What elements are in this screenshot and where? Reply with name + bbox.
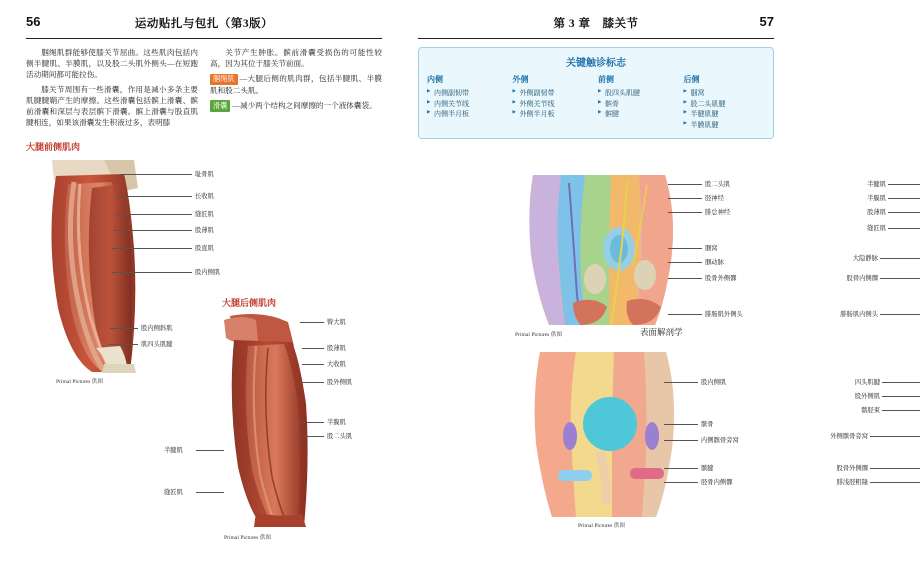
figure-3-label: 腓总神经 xyxy=(705,209,731,216)
leader-line xyxy=(880,258,920,259)
glossary-tag: 滑囊 xyxy=(210,100,230,111)
list-item: ▶ 股二头肌腱 xyxy=(684,99,766,110)
panel-list xyxy=(427,88,509,120)
panel-columns xyxy=(427,74,765,130)
figure-1-label: 股内侧肌 xyxy=(195,269,221,276)
figure-1-label: 股直肌 xyxy=(195,245,214,252)
posterior-knee-illustration xyxy=(515,175,690,325)
leader-line xyxy=(870,468,920,469)
key-palpation-panel xyxy=(418,47,774,139)
surface-anatomy-heading: 表面解剖学 xyxy=(640,327,683,337)
figure-3-source: Primal Pictures 供图 xyxy=(515,332,562,338)
panel-column-medial xyxy=(427,74,509,130)
figure-2-label: 半腱肌 xyxy=(164,447,183,454)
figure-2-label: 股外侧肌 xyxy=(327,379,353,386)
leader-line xyxy=(668,198,702,199)
figure-2-label: 股二头肌 xyxy=(327,433,353,440)
panel-list xyxy=(513,88,595,120)
figure-1-title: 大腿前侧肌肉 xyxy=(26,142,81,152)
list-item: ▶ 内侧副韧带 xyxy=(427,88,509,99)
figure-3-label: 股二头肌 xyxy=(705,181,731,188)
leader-line xyxy=(664,440,698,441)
leader-line xyxy=(110,328,138,329)
paragraph: 腘绳肌群能够使膝关节屈曲。这些肌肉包括内侧半腱肌、半膜肌，以及股二头肌外侧头—在短跑活动期间都可能拉伤。 xyxy=(26,48,198,79)
figure-1-label: 耻骨肌 xyxy=(195,171,214,178)
right-running-title: 第 3 章 膝关节 xyxy=(553,18,639,30)
figure-2-artwork xyxy=(222,312,332,527)
glossary-bursa xyxy=(210,100,382,112)
figure-2-label: 缝匠肌 xyxy=(164,489,183,496)
figure-1-label: 股内侧斜肌 xyxy=(141,325,173,332)
leader-line xyxy=(108,344,138,345)
right-head-rule xyxy=(418,38,774,39)
figure-2-label: 半膜肌 xyxy=(327,419,346,426)
figure-3-label: 半膜肌 xyxy=(867,195,886,202)
figure-4-label: 髂胫束 xyxy=(861,407,880,414)
figure-4-label: 髌骨 xyxy=(701,421,714,428)
leader-line xyxy=(880,314,920,315)
left-column-1 xyxy=(26,47,198,132)
figure-2-label: 股薄肌 xyxy=(327,345,346,352)
figure-1-label: 股薄肌 xyxy=(195,227,214,234)
list-item: ▶ 腘窝 xyxy=(684,88,766,99)
leader-line xyxy=(664,424,698,425)
figure-4-label: 股内侧肌 xyxy=(701,379,727,386)
leader-line xyxy=(668,184,702,185)
figure-3-label: 胫神经 xyxy=(705,195,724,202)
figure-3-label: 股骨外侧髁 xyxy=(705,275,737,282)
left-folio: 56 xyxy=(26,14,41,29)
leader-line xyxy=(870,436,920,437)
figure-3-label: 腓肠肌外侧头 xyxy=(705,311,743,318)
figure-2-source: Primal Pictures 供图 xyxy=(224,535,271,541)
right-page xyxy=(400,0,886,570)
leader-line xyxy=(880,278,920,279)
leader-line xyxy=(302,364,324,365)
leader-line xyxy=(664,482,698,483)
leader-line xyxy=(302,382,324,383)
panel-column-posterior xyxy=(684,74,766,130)
leader-line xyxy=(112,248,192,249)
figure-1-label: 长收肌 xyxy=(195,193,214,200)
leader-line xyxy=(664,468,698,469)
figure-4-label: 外侧髌骨旁窝 xyxy=(830,433,868,440)
list-item: ▶ 内侧半月板 xyxy=(427,109,509,120)
figure-2-title: 大腿后侧肌肉 xyxy=(222,298,277,308)
figure-3-label: 半腱肌 xyxy=(867,181,886,188)
paragraph: 膝关节周围有一些滑囊，作用是减小多条主要肌腱腱鞘产生的摩擦。这些滑囊包括髌上滑囊、髌前滑囊和深层与表层髌下滑囊。髌上滑囊与股直肌腱相连，如果该滑囊发生积液过多，表明膝 xyxy=(26,85,198,127)
figure-4-artwork xyxy=(518,352,688,517)
left-text-columns xyxy=(26,47,382,132)
leader-line xyxy=(668,262,702,263)
left-running-title: 运动贴扎与包扎（第3版） xyxy=(134,18,274,30)
figure-3-label: 腓肠肌内侧头 xyxy=(840,311,878,318)
figure-4-label: 股外侧肌 xyxy=(854,393,880,400)
list-item: ▶ 外侧副韧带 xyxy=(513,88,595,99)
glossary-hamstrings xyxy=(210,73,382,96)
leader-line xyxy=(664,382,698,383)
figure-3-label: 腘窝 xyxy=(705,245,718,252)
figure-3-label: 股骨内侧髁 xyxy=(846,275,878,282)
figure-4-label: 内侧髌骨旁窝 xyxy=(701,437,739,444)
leader-line xyxy=(888,184,920,185)
panel-heading: 内侧 xyxy=(427,75,443,84)
panel-list xyxy=(684,88,766,130)
paragraph: 关节产生肿胀。髌前滑囊受损伤的可能性较高，因为其位于膝关节前面。 xyxy=(210,48,382,68)
list-item: ▶ 内侧关节线 xyxy=(427,99,509,110)
glossary-text: —大腿后侧的肌肉群，包括半腱肌、半膜肌和股二头肌。 xyxy=(210,74,382,95)
leader-line xyxy=(300,322,324,323)
left-page xyxy=(0,0,400,570)
figure-4-label: 腓浅胫粗隆 xyxy=(836,479,868,486)
leader-line xyxy=(112,272,192,273)
panel-heading: 后侧 xyxy=(683,75,700,84)
list-item: ▶ 股四头肌腱 xyxy=(598,88,680,99)
figure-2-label: 臀大肌 xyxy=(327,319,346,326)
panel-heading: 前侧 xyxy=(598,75,614,84)
left-column-2 xyxy=(210,47,382,132)
figure-3-label: 缝匠肌 xyxy=(867,225,886,232)
leader-line xyxy=(300,422,324,423)
panel-title: 关键触诊标志 xyxy=(566,58,626,69)
list-item: ▶ 半腱肌腱 xyxy=(684,109,766,120)
leader-line xyxy=(302,348,324,349)
list-item: ▶ 髌腱 xyxy=(598,109,680,120)
panel-heading: 外侧 xyxy=(512,75,529,84)
list-item: ▶ 外侧半月板 xyxy=(513,109,595,120)
leader-line xyxy=(668,248,702,249)
posterior-thigh-illustration xyxy=(222,312,332,527)
leader-line xyxy=(888,198,920,199)
figure-3-label: 股薄肌 xyxy=(867,209,886,216)
list-item: ▶ 髌骨 xyxy=(598,99,680,110)
figure-posterior-thigh xyxy=(222,296,392,311)
figure-1-label: 肌四头肌腱 xyxy=(141,341,173,348)
figure-1-label: 缝匠肌 xyxy=(195,211,214,218)
left-running-head xyxy=(26,14,382,36)
right-running-head xyxy=(418,14,774,36)
list-item: ▶ 外侧关节线 xyxy=(513,99,595,110)
figure-1-source: Primal Pictures 供图 xyxy=(56,379,103,385)
figure-3-artwork xyxy=(515,175,690,325)
figure-2-label: 大收肌 xyxy=(327,361,346,368)
glossary-tag: 腘绳肌 xyxy=(210,74,238,85)
figure-3-label: 腘动脉 xyxy=(705,259,724,266)
figure-4-label: 股骨外侧髁 xyxy=(836,465,868,472)
glossary-text: —减少两个结构之间摩擦的一个液体囊袋。 xyxy=(232,100,377,110)
panel-column-anterior xyxy=(598,74,680,130)
leader-line xyxy=(118,196,192,197)
figure-4-label: 髌腱 xyxy=(701,465,714,472)
figure-anterior-thigh xyxy=(26,140,236,155)
left-head-rule xyxy=(26,38,382,39)
leader-line xyxy=(196,492,224,493)
figure-4-label: 四头肌腱 xyxy=(854,379,880,386)
figure-1-artwork xyxy=(34,158,154,373)
leader-line xyxy=(668,212,702,213)
leader-line xyxy=(882,396,920,397)
leader-line xyxy=(116,214,192,215)
leader-line xyxy=(300,436,324,437)
leader-line xyxy=(668,278,702,279)
panel-list xyxy=(598,88,680,120)
panel-column-lateral xyxy=(513,74,595,130)
leader-line xyxy=(196,450,224,451)
leader-line xyxy=(114,230,192,231)
leader-line xyxy=(888,228,920,229)
leader-line xyxy=(882,382,920,383)
leader-line xyxy=(870,482,920,483)
leader-line xyxy=(668,314,702,315)
knee-surface-anatomy-illustration xyxy=(518,352,688,517)
anterior-thigh-illustration xyxy=(34,158,154,373)
leader-line xyxy=(882,410,920,411)
leader-line xyxy=(888,212,920,213)
figure-3-label: 大隐静脉 xyxy=(852,255,878,262)
list-item: ▶ 半膜肌腱 xyxy=(684,120,766,131)
right-folio: 57 xyxy=(759,14,774,29)
figure-4-source: Primal Pictures 供图 xyxy=(578,523,625,529)
leader-line xyxy=(120,174,192,175)
figure-4-label: 胫骨内侧髁 xyxy=(701,479,733,486)
